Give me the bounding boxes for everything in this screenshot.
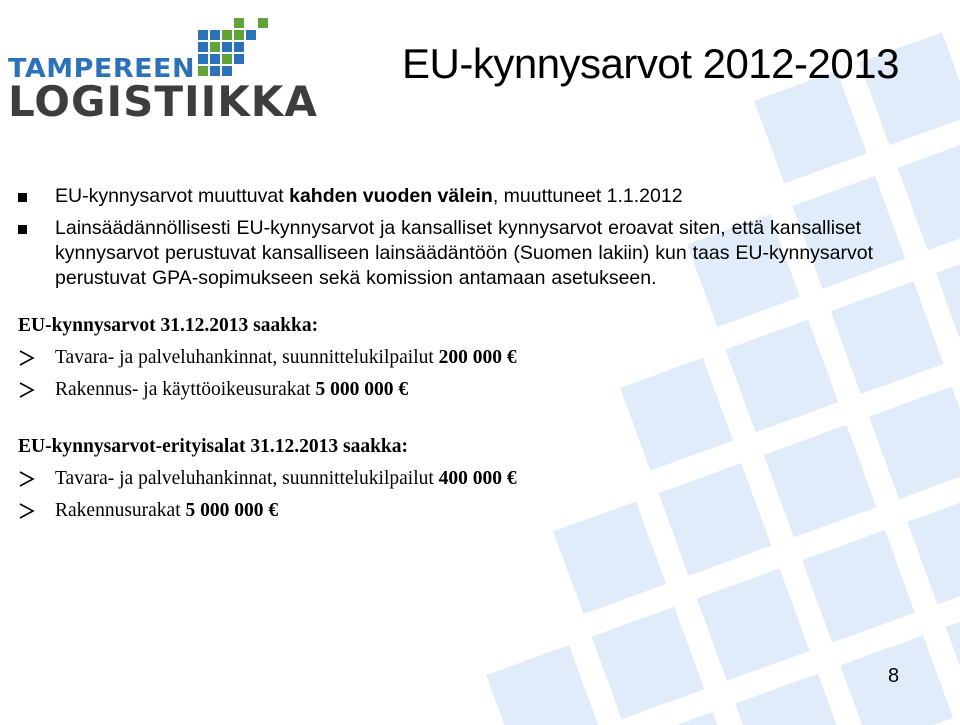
background-tile xyxy=(630,712,743,725)
background-tile xyxy=(946,597,960,710)
arrow-bullet-icon xyxy=(18,466,36,488)
page-number: 8 xyxy=(888,665,900,687)
background-tile xyxy=(697,568,810,681)
threshold-label: Rakennus- ja käyttöoikeusurakat xyxy=(55,379,316,400)
threshold-item xyxy=(18,498,898,523)
threshold-item xyxy=(18,466,898,491)
threshold-value: 5 000 000 € xyxy=(185,500,279,521)
section-heading-eu: EU-kynnysarvot 31.12.2013 saakka: xyxy=(18,315,319,336)
section-heading-special: EU-kynnysarvot-erityisalat 31.12.2013 saakka: xyxy=(18,436,409,457)
threshold-value: 400 000 € xyxy=(438,468,517,489)
logo-grid-icon xyxy=(198,18,268,83)
threshold-item xyxy=(18,345,898,370)
background-tile xyxy=(802,530,915,643)
background-tile xyxy=(936,243,960,356)
threshold-value: 5 000 000 € xyxy=(315,379,409,400)
logo-text-top: TAMPEREEN xyxy=(8,54,196,84)
bullet-2-text: Lainsäädännöllisesti EU-kynnysarvot ja kansalliset kynnysarvot eroavat siten, että kansalliset kynnysarvot perustuvat kansalliseen lainsäädäntöön (Suomen lakiin) kun taas EU-kynnysarvot perustuvat GPA-sopimukseen sekä komission antamaan asetukseen. xyxy=(55,217,874,289)
bullet-1-text-c: , muuttuneet 1.1.2012 xyxy=(492,185,683,207)
arrow-bullet-icon xyxy=(18,345,36,367)
logo-text-bottom: LOGISTIIKKA xyxy=(8,77,318,126)
square-bullet-icon xyxy=(18,184,27,209)
background-tile xyxy=(907,492,960,605)
bullet-1 xyxy=(18,184,898,209)
threshold-value: 200 000 € xyxy=(438,347,517,368)
slide-content xyxy=(18,184,898,523)
logo xyxy=(8,18,318,128)
threshold-item xyxy=(18,377,898,402)
bullet-2 xyxy=(18,216,898,291)
square-bullet-icon xyxy=(18,216,27,241)
page-title: EU-kynnysarvot 2012-2013 xyxy=(402,40,899,87)
bullet-1-text-b: kahden vuoden välein xyxy=(289,185,493,207)
arrow-bullet-icon xyxy=(18,377,36,399)
background-tile xyxy=(898,138,960,251)
threshold-label: Tavara- ja palveluhankinnat, suunnittelukilpailut xyxy=(55,347,439,368)
threshold-label: Rakennusurakat xyxy=(55,500,186,521)
background-tile xyxy=(592,607,705,720)
background-tile xyxy=(735,674,848,725)
arrow-bullet-icon xyxy=(18,498,36,520)
bullet-1-text-a: EU-kynnysarvot muuttuvat xyxy=(55,185,290,207)
background-tile xyxy=(486,645,599,725)
threshold-label: Tavara- ja palveluhankinnat, suunnittelukilpailut xyxy=(55,468,439,489)
